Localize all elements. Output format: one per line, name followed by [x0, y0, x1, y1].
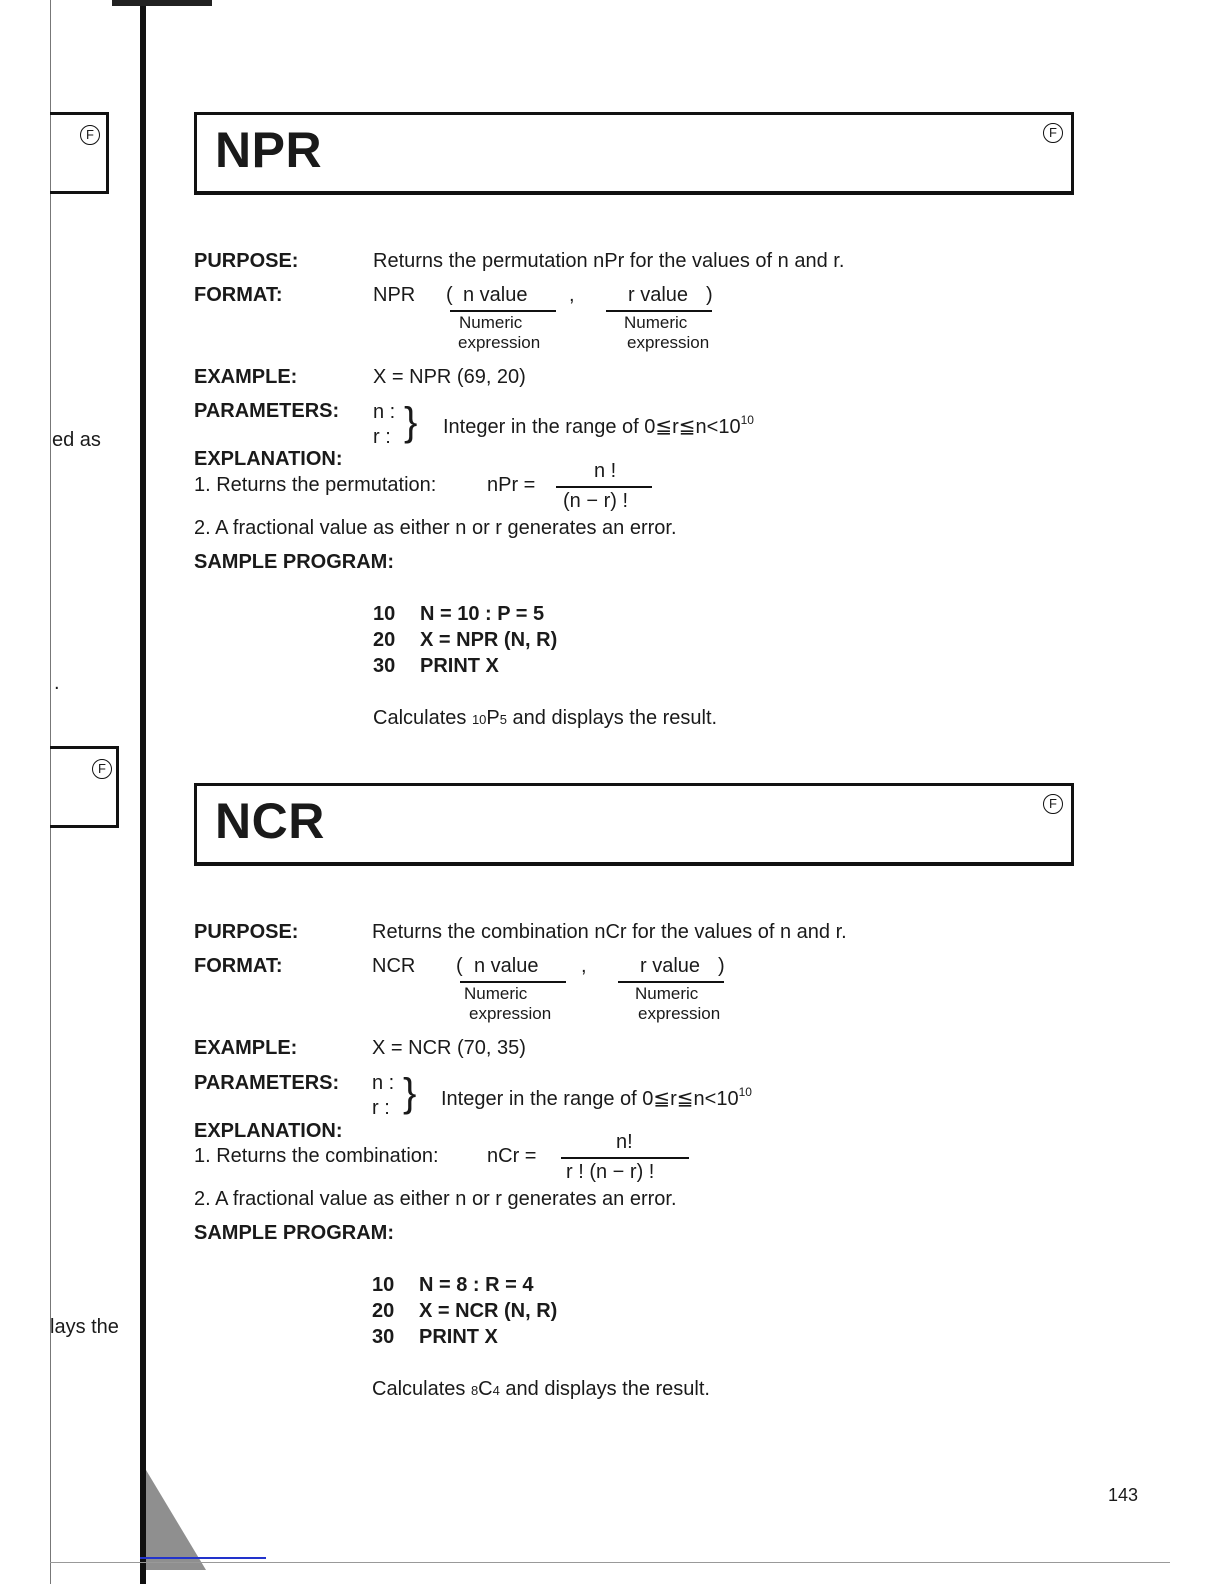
ncr-result-post: and displays the result. — [499, 1378, 710, 1400]
ncr-program-line-code: N = 8 : R = 4 — [419, 1274, 534, 1296]
ncr-exp1-denominator: r ! (n − r) ! — [566, 1161, 655, 1183]
ncr-result-sub2: 4 — [492, 1383, 500, 1398]
npr-program-line-code: PRINT X — [420, 655, 499, 677]
npr-program-line-number: 30 — [373, 655, 396, 677]
npr-exp1-lhs: nPr = — [487, 474, 536, 496]
ncr-param-n: n : — [372, 1072, 395, 1094]
npr-param-r: r : — [373, 426, 391, 448]
left-page-box-1 — [50, 112, 109, 194]
ncr-param-range: Integer in the range of 0≦r≦n<10 — [441, 1088, 739, 1110]
npr-param-n: n : — [373, 401, 396, 423]
ncr-example-label: EXAMPLE: — [194, 1037, 298, 1059]
ncr-result-pre: Calculates — [372, 1378, 471, 1400]
npr-param-brace: } — [404, 400, 418, 444]
ncr-arg2-underline — [618, 981, 724, 983]
ncr-program-line-number: 10 — [372, 1274, 395, 1296]
npr-result-mid: P — [486, 707, 500, 729]
npr-purpose-text: Returns the permutation nPr for the values of n and r. — [373, 250, 845, 272]
ncr-arg2-note-1: Numeric — [635, 984, 699, 1003]
book-spine — [140, 0, 146, 1584]
npr-example-text: X = NPR (69, 20) — [373, 366, 526, 388]
npr-program-line-code: N = 10 : P = 5 — [420, 603, 545, 625]
ncr-fraction-bar — [561, 1157, 689, 1159]
npr-program-line-number: 20 — [373, 629, 396, 651]
npr-arg1-note-1: Numeric — [459, 313, 523, 332]
ncr-exp2-text: 2. A fractional value as either n or r generates an error. — [194, 1188, 677, 1210]
npr-arg2-note-2: expression — [627, 333, 710, 352]
npr-format-arg2: r value — [628, 284, 689, 306]
ncr-result-mid: C — [478, 1378, 493, 1400]
ncr-format-comma: , — [581, 955, 587, 977]
npr-exp1-denominator: (n − r) ! — [563, 490, 629, 512]
ncr-format-cmd: NCR — [372, 955, 416, 977]
npr-example-label: EXAMPLE: — [194, 366, 298, 388]
npr-fraction-bar — [556, 486, 652, 488]
npr-exp1-text: 1. Returns the permutation: — [194, 474, 437, 496]
npr-param-text — [443, 413, 754, 439]
ncr-result-sub1: 8 — [470, 1383, 479, 1398]
npr-format-comma: , — [569, 284, 575, 306]
f-mark-icon: F — [92, 759, 112, 779]
npr-exp1-numerator: n ! — [594, 460, 617, 482]
npr-arg2-underline — [606, 310, 712, 312]
npr-exp2-text: 2. A fractional value as either n or r generates an error. — [194, 517, 677, 539]
ncr-explanation-label: EXPLANATION: — [194, 1120, 343, 1142]
npr-format-label: FORMAT: — [194, 284, 283, 306]
npr-format-cmd: NPR — [373, 284, 416, 306]
ncr-exp1-text: 1. Returns the combination: — [194, 1145, 439, 1167]
left-page-fragment-2: lays the — [50, 1316, 119, 1338]
ncr-param-exponent: 10 — [738, 1085, 752, 1099]
ncr-exp1-lhs: nCr = — [487, 1145, 537, 1167]
left-page-box-2 — [50, 746, 119, 828]
ncr-header-box — [194, 783, 1074, 866]
ncr-exp1-numerator: n! — [616, 1131, 633, 1153]
ncr-param-brace: } — [403, 1071, 417, 1115]
ncr-program-line-code: X = NCR (N, R) — [419, 1300, 558, 1322]
ncr-title: NCR — [215, 793, 325, 849]
page-number: 143 — [1108, 1485, 1139, 1505]
ncr-purpose-label: PURPOSE: — [194, 921, 299, 943]
npr-format-close: ) — [706, 284, 713, 306]
left-page-fragment-1: ed as — [52, 429, 101, 451]
npr-program-line-number: 10 — [373, 603, 396, 625]
f-mark-icon: F — [1043, 123, 1063, 143]
spine-top-mark — [112, 0, 212, 6]
npr-arg1-underline — [450, 310, 556, 312]
ncr-sample-label: SAMPLE PROGRAM: — [194, 1222, 394, 1244]
npr-header-box — [194, 112, 1074, 195]
npr-result-sub2: 5 — [499, 712, 507, 727]
ncr-param-text — [441, 1085, 752, 1111]
ncr-param-r: r : — [372, 1097, 390, 1119]
ncr-arg1-note-2: expression — [469, 1004, 552, 1023]
bottom-edge — [50, 1562, 1170, 1563]
ncr-format-label: FORMAT: — [194, 955, 283, 977]
ncr-arg2-note-2: expression — [638, 1004, 721, 1023]
ncr-format-arg1: n value — [474, 955, 539, 977]
left-page-dot: . — [54, 672, 60, 694]
npr-result-post: and displays the result. — [506, 707, 718, 729]
ncr-example-text: X = NCR (70, 35) — [372, 1037, 526, 1059]
npr-sample-label: SAMPLE PROGRAM: — [194, 551, 394, 573]
ncr-arg1-underline — [460, 981, 566, 983]
ncr-program-line-number: 20 — [372, 1300, 395, 1322]
npr-param-exponent: 10 — [740, 413, 754, 427]
bottom-blue-line — [140, 1557, 266, 1559]
ncr-format-arg2: r value — [640, 955, 701, 977]
npr-program-line-code: X = NPR (N, R) — [420, 629, 558, 651]
npr-format-arg1: n value — [463, 284, 528, 306]
npr-result-pre: Calculates — [373, 707, 472, 729]
npr-result-text — [373, 707, 717, 730]
ncr-purpose-text: Returns the combination nCr for the values of n and r. — [372, 921, 847, 943]
ncr-arg1-note-1: Numeric — [464, 984, 528, 1003]
f-mark-icon: F — [80, 125, 100, 145]
npr-parameters-label: PARAMETERS: — [194, 400, 340, 422]
npr-arg2-note-1: Numeric — [624, 313, 688, 332]
npr-format-open: ( — [446, 284, 453, 306]
ncr-parameters-label: PARAMETERS: — [194, 1072, 340, 1094]
npr-param-range: Integer in the range of 0≦r≦n<10 — [443, 416, 741, 438]
npr-arg1-note-2: expression — [458, 333, 541, 352]
ncr-format-open: ( — [456, 955, 463, 977]
ncr-program-line-number: 30 — [372, 1326, 395, 1348]
spine-shadow — [146, 1470, 206, 1570]
ncr-format-close: ) — [718, 955, 725, 977]
npr-explanation-label: EXPLANATION: — [194, 448, 343, 470]
npr-title: NPR — [215, 122, 323, 178]
ncr-program-line-code: PRINT X — [419, 1326, 498, 1348]
npr-purpose-label: PURPOSE: — [194, 250, 299, 272]
f-mark-icon: F — [1043, 794, 1063, 814]
npr-result-sub1: 10 — [471, 712, 487, 727]
ncr-result-text — [372, 1378, 710, 1401]
